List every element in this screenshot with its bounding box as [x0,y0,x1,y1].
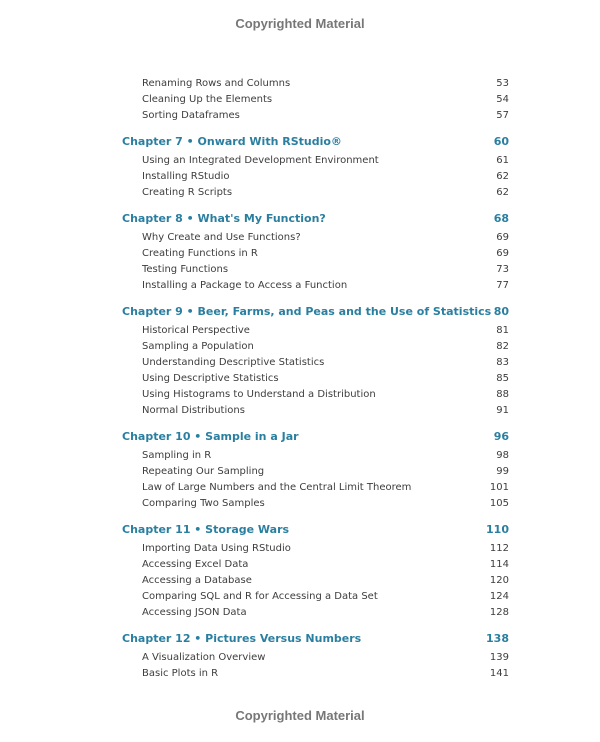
entry-page-number: 91 [496,405,509,416]
entry-title: Accessing Excel Data [142,559,249,570]
toc-entry[interactable] [0,324,600,340]
entry-page-number: 99 [496,466,509,477]
chapter-heading[interactable] [0,632,600,648]
entry-page-number: 120 [489,575,509,586]
entry-page-number: 62 [496,171,509,182]
toc-entry[interactable] [0,356,600,372]
entry-page-number: 101 [489,482,509,493]
toc-entry[interactable] [0,154,600,170]
entry-title: Sampling a Population [142,341,254,352]
entry-title: Using Histograms to Understand a Distribution [142,389,376,400]
toc-entry[interactable] [0,186,600,202]
entry-page-number: 139 [489,652,509,663]
chapter-title: Chapter 10 • Sample in a Jar [122,430,299,443]
entry-title: Renaming Rows and Columns [142,78,291,89]
entry-page-number: 73 [496,264,509,275]
entry-page-number: 128 [489,607,509,618]
toc-entry[interactable] [0,465,600,481]
chapter-heading[interactable] [0,135,600,151]
entry-title: Historical Perspective [142,325,250,336]
entry-title: Understanding Descriptive Statistics [142,357,325,368]
entry-title: Cleaning Up the Elements [142,94,273,105]
entry-title: Law of Large Numbers and the Central Limit Theorem [142,482,412,493]
watermark-bottom: Copyrighted Material [235,708,365,723]
toc-entry[interactable] [0,170,600,186]
toc-entry[interactable] [0,279,600,295]
toc-entry[interactable] [0,542,600,558]
toc-section [0,135,600,202]
chapter-page-number: 60 [493,135,509,148]
entry-title: Sorting Dataframes [142,110,240,121]
toc-entry[interactable] [0,109,600,125]
entry-page-number: 112 [489,543,509,554]
toc-entry[interactable] [0,574,600,590]
entry-page-number: 69 [496,232,509,243]
entry-title: Creating R Scripts [142,187,233,198]
entry-title: Sampling in R [142,450,212,461]
toc-section [0,77,600,125]
toc-entry[interactable] [0,590,600,606]
chapter-title: Chapter 11 • Storage Wars [122,523,290,536]
entry-page-number: 83 [496,357,509,368]
entry-title: Comparing SQL and R for Accessing a Data Set [142,591,378,602]
entry-page-number: 114 [489,559,509,570]
entry-page-number: 88 [496,389,509,400]
toc-entry[interactable] [0,651,600,667]
toc-entry[interactable] [0,606,600,622]
toc-entry[interactable] [0,449,600,465]
entry-title: Basic Plots in R [142,668,219,679]
entry-title: Using Descriptive Statistics [142,373,279,384]
toc-section [0,632,600,683]
toc-entry[interactable] [0,388,600,404]
toc-entry[interactable] [0,77,600,93]
entry-title: Installing a Package to Access a Function [142,280,348,291]
entry-title: Installing RStudio [142,171,230,182]
entry-page-number: 124 [489,591,509,602]
entry-page-number: 85 [496,373,509,384]
chapter-page-number: 80 [493,305,509,318]
chapter-heading[interactable] [0,430,600,446]
chapter-page-number: 138 [486,632,509,645]
chapter-heading[interactable] [0,212,600,228]
toc-entry[interactable] [0,247,600,263]
toc-entry[interactable] [0,93,600,109]
entry-page-number: 61 [496,155,509,166]
entry-title: Normal Distributions [142,405,245,416]
entry-page-number: 57 [496,110,509,121]
entry-page-number: 77 [496,280,509,291]
watermark-top: Copyrighted Material [235,16,365,31]
entry-title: Accessing JSON Data [142,607,247,618]
entry-page-number: 54 [496,94,509,105]
entry-page-number: 141 [489,668,509,679]
entry-title: Repeating Our Sampling [142,466,265,477]
table-of-contents [0,77,600,683]
toc-entry[interactable] [0,404,600,420]
entry-page-number: 98 [496,450,509,461]
entry-title: A Visualization Overview [142,652,266,663]
chapter-heading[interactable] [0,305,600,321]
chapter-heading[interactable] [0,523,600,539]
toc-entry[interactable] [0,263,600,279]
toc-entry[interactable] [0,558,600,574]
entry-title: Creating Functions in R [142,248,258,259]
toc-entry[interactable] [0,667,600,683]
chapter-title: Chapter 12 • Pictures Versus Numbers [122,632,362,645]
chapter-title: Chapter 7 • Onward With RStudio® [122,135,342,148]
chapter-page-number: 110 [486,523,509,536]
entry-title: Importing Data Using RStudio [142,543,291,554]
entry-title: Accessing a Database [142,575,252,586]
entry-title: Testing Functions [142,264,229,275]
toc-entry[interactable] [0,340,600,356]
entry-page-number: 53 [496,78,509,89]
entry-page-number: 81 [496,325,509,336]
chapter-page-number: 96 [493,430,509,443]
chapter-title: Chapter 9 • Beer, Farms, and Peas and the Use of Statistics [122,305,492,318]
entry-title: Using an Integrated Development Environment [142,155,379,166]
entry-page-number: 69 [496,248,509,259]
toc-entry[interactable] [0,372,600,388]
toc-section [0,212,600,295]
entry-page-number: 62 [496,187,509,198]
toc-section [0,430,600,513]
toc-section [0,523,600,622]
toc-entry[interactable] [0,481,600,497]
entry-page-number: 105 [489,498,509,509]
toc-entry[interactable] [0,497,600,513]
entry-title: Why Create and Use Functions? [142,232,301,243]
chapter-page-number: 68 [493,212,509,225]
entry-title: Comparing Two Samples [142,498,265,509]
toc-entry[interactable] [0,231,600,247]
chapter-title: Chapter 8 • What's My Function? [122,212,326,225]
entry-page-number: 82 [496,341,509,352]
toc-section [0,305,600,420]
